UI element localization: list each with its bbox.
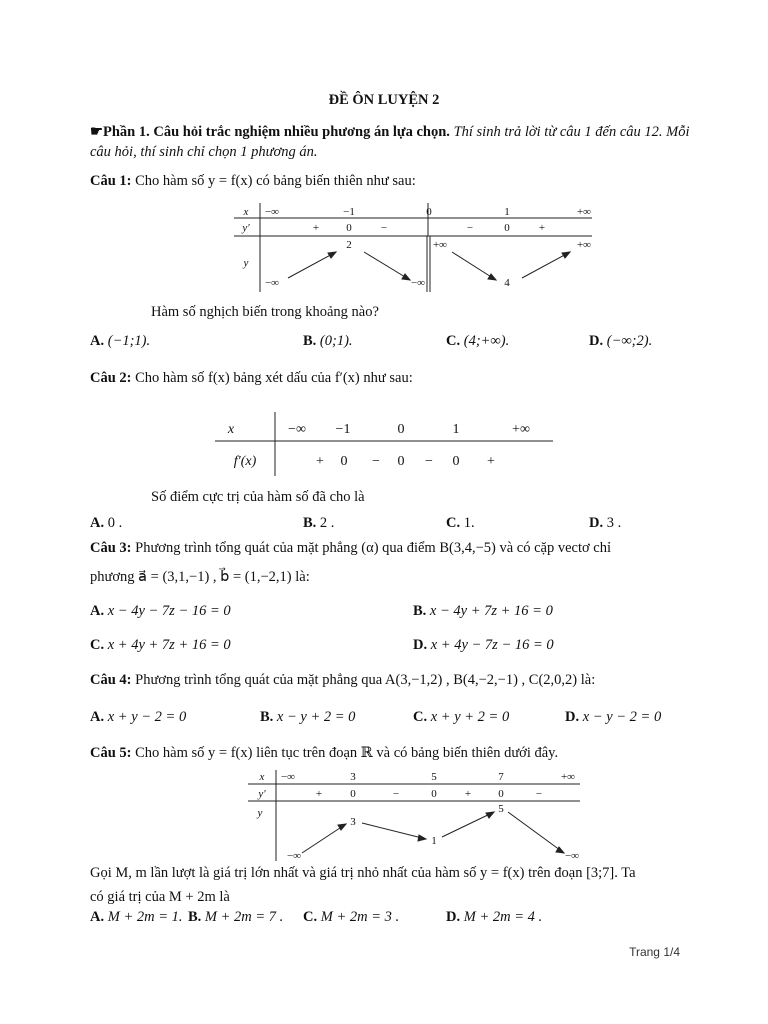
q5-sign: − bbox=[392, 788, 400, 800]
q5-line1: Gọi M, m lần lượt là giá trị lớn nhất và giá trị nhỏ nhất của hàm số y = f(x) trên đoạn [3;7]. Ta bbox=[90, 865, 636, 881]
answer-label: D. bbox=[446, 909, 461, 925]
q3-line1: Phương trình tổng quát của mặt phẳng (α) qua điểm B(3,4,−5) và có cặp vectơ chỉ bbox=[135, 540, 611, 556]
answer-value: M + 2m = 1. bbox=[107, 909, 183, 925]
q1-variation-table bbox=[230, 200, 600, 295]
part1-instructions: Thí sinh trả lời từ câu 1 đến câu 12. Mỗi câu hỏi, thí sinh chỉ chọn 1 phương án. bbox=[90, 124, 690, 160]
q5-label: Câu 5: bbox=[90, 745, 132, 761]
q5-x-val: +∞ bbox=[560, 771, 576, 783]
q2-answer-b[interactable] bbox=[303, 515, 334, 532]
q5-x-val: 5 bbox=[431, 771, 437, 783]
q5-text: Cho hàm số y = f(x) liên tục trên đoạn ℝ và có bảng biến thiên dưới đây. bbox=[135, 745, 559, 761]
q2-sign-table bbox=[213, 410, 558, 478]
q1-answer-c[interactable] bbox=[446, 333, 509, 350]
q5-answer-d[interactable] bbox=[446, 909, 542, 926]
answer-value: M + 2m = 7 . bbox=[204, 909, 284, 925]
q3-answer-a[interactable] bbox=[90, 603, 231, 620]
q1-sign: + bbox=[538, 222, 546, 234]
q5-answer-c[interactable] bbox=[303, 909, 399, 926]
q1-x-val: 0 bbox=[426, 206, 432, 218]
q5-sign: 0 bbox=[350, 788, 356, 800]
answer-value: (−1;1). bbox=[107, 333, 151, 349]
q2-x-val: −1 bbox=[335, 422, 351, 437]
q5-x-val: −∞ bbox=[280, 771, 296, 783]
q1-y-val: 4 bbox=[504, 277, 510, 289]
q2-text: Cho hàm số f(x) bảng xét dấu của f′(x) như sau: bbox=[135, 370, 413, 386]
q1-answer-b[interactable] bbox=[303, 333, 353, 350]
q2-x-label: x bbox=[227, 422, 235, 437]
answer-label: B. bbox=[188, 909, 202, 925]
q2-x-val: +∞ bbox=[512, 422, 530, 437]
q5-answer-a[interactable] bbox=[90, 909, 182, 926]
answer-value: 2 . bbox=[319, 515, 335, 531]
q4-answer-c[interactable] bbox=[413, 709, 509, 726]
q5-answer-b[interactable] bbox=[188, 909, 283, 926]
q5-yp-label: y′ bbox=[258, 788, 266, 800]
answer-label: D. bbox=[413, 637, 428, 653]
answer-label: C. bbox=[303, 909, 318, 925]
q2-sign: + bbox=[316, 454, 324, 469]
answer-label: A. bbox=[90, 909, 105, 925]
answer-label: A. bbox=[90, 709, 105, 725]
q1-y-val: 2 bbox=[346, 239, 352, 251]
q5-sign: 0 bbox=[498, 788, 504, 800]
q4-text: Phương trình tổng quát của mặt phẳng qua A(3,−1,2) , B(4,−2,−1) , C(2,0,2) là: bbox=[135, 672, 596, 688]
q3-statement-line1 bbox=[90, 540, 611, 557]
q3-answer-c[interactable] bbox=[90, 637, 231, 654]
q4-answer-b[interactable] bbox=[260, 709, 355, 726]
q2-label: Câu 2: bbox=[90, 370, 132, 386]
answer-label: A. bbox=[90, 333, 105, 349]
part1-heading: ☛Phần 1. Câu hỏi trắc nghiệm nhiều phương án lựa chọn. bbox=[90, 124, 450, 140]
q1-yp-label: y′ bbox=[242, 222, 250, 234]
q2-answer-c[interactable] bbox=[446, 515, 475, 532]
q1-label: Câu 1: bbox=[90, 173, 132, 189]
q5-x-val: 3 bbox=[350, 771, 356, 783]
q1-text: Cho hàm số y = f(x) có bảng biến thiên như sau: bbox=[135, 173, 416, 189]
q1-arrows bbox=[288, 252, 570, 280]
answer-label: B. bbox=[260, 709, 274, 725]
answer-label: C. bbox=[90, 637, 105, 653]
q2-answer-a[interactable] bbox=[90, 515, 122, 532]
q2-statement bbox=[90, 370, 413, 387]
answer-value: 3 . bbox=[606, 515, 622, 531]
q1-answer-a[interactable] bbox=[90, 333, 150, 350]
q1-x-label: x bbox=[243, 206, 249, 218]
answer-label: C. bbox=[413, 709, 428, 725]
q4-answer-d[interactable] bbox=[565, 709, 661, 726]
q5-y-label: y bbox=[257, 807, 263, 819]
q3-answer-d[interactable] bbox=[413, 637, 554, 654]
answer-value: (0;1). bbox=[319, 333, 353, 349]
q1-y-val: +∞ bbox=[576, 239, 592, 251]
q1-y-val: −∞ bbox=[410, 277, 426, 289]
part1-intro bbox=[90, 122, 690, 162]
q5-y-val: −∞ bbox=[564, 850, 580, 862]
q5-line2: có giá trị của M + 2m là bbox=[90, 889, 230, 905]
answer-value: x − 4y − 7z − 16 = 0 bbox=[107, 603, 231, 619]
q1-sign: 0 bbox=[504, 222, 510, 234]
q2-answer-d[interactable] bbox=[589, 515, 621, 532]
q1-statement bbox=[90, 173, 416, 190]
q2-x-val: −∞ bbox=[288, 422, 306, 437]
answer-value: x + 4y − 7z − 16 = 0 bbox=[430, 637, 554, 653]
answer-value: x − y + 2 = 0 bbox=[276, 709, 356, 725]
q2-sign: − bbox=[425, 454, 433, 469]
answer-value: 0 . bbox=[107, 515, 123, 531]
q1-x-val: +∞ bbox=[576, 206, 592, 218]
q1-sign: − bbox=[380, 222, 388, 234]
q1-question: Hàm số nghịch biến trong khoảng nào? bbox=[151, 304, 379, 320]
answer-label: D. bbox=[589, 515, 604, 531]
q3-label: Câu 3: bbox=[90, 540, 132, 556]
q1-sign: − bbox=[466, 222, 474, 234]
q1-y-val: −∞ bbox=[264, 277, 280, 289]
q2-sign: − bbox=[372, 454, 380, 469]
q1-x-val: −1 bbox=[343, 206, 355, 218]
q1-x-val: 1 bbox=[504, 206, 510, 218]
q5-sign: 0 bbox=[431, 788, 437, 800]
q1-x-val: −∞ bbox=[264, 206, 280, 218]
answer-value: x − 4y + 7z + 16 = 0 bbox=[429, 603, 553, 619]
q2-sign: + bbox=[487, 454, 495, 469]
q3-line2: phương a⃗ = (3,1,−1) , b⃗ = (1,−2,1) là: bbox=[90, 569, 310, 585]
answer-label: B. bbox=[413, 603, 427, 619]
q2-sign: 0 bbox=[452, 454, 460, 469]
q2-question: Số điểm cực trị của hàm số đã cho là bbox=[151, 489, 365, 505]
q1-answer-d[interactable] bbox=[589, 333, 652, 350]
q1-y-label: y bbox=[243, 257, 249, 269]
answer-value: M + 2m = 3 . bbox=[320, 909, 400, 925]
answer-value: x + y − 2 = 0 bbox=[107, 709, 187, 725]
q5-x-val: 7 bbox=[498, 771, 504, 783]
q2-x-val: 1 bbox=[452, 422, 460, 437]
answer-value: x + 4y + 7z + 16 = 0 bbox=[107, 637, 231, 653]
q5-variation-table bbox=[246, 767, 586, 863]
q2-fp-label: f′(x) bbox=[233, 454, 257, 469]
page-title: ĐỀ ÔN LUYỆN 2 bbox=[328, 92, 440, 108]
answer-value: (−∞;2). bbox=[606, 333, 653, 349]
q5-y-val: 1 bbox=[431, 835, 437, 847]
q5-x-label: x bbox=[259, 771, 265, 783]
answer-value: x + y + 2 = 0 bbox=[430, 709, 510, 725]
q5-y-val: 3 bbox=[350, 816, 356, 828]
answer-value: M + 2m = 4 . bbox=[463, 909, 543, 925]
q4-answer-a[interactable] bbox=[90, 709, 186, 726]
answer-label: D. bbox=[589, 333, 604, 349]
q1-sign: + bbox=[312, 222, 320, 234]
answer-value: (4;+∞). bbox=[463, 333, 510, 349]
answer-label: C. bbox=[446, 515, 461, 531]
q5-sign: + bbox=[315, 788, 323, 800]
q4-label: Câu 4: bbox=[90, 672, 132, 688]
page-number: Trang 1/4 bbox=[629, 945, 680, 959]
q2-sign: 0 bbox=[397, 454, 405, 469]
answer-value: 1. bbox=[463, 515, 475, 531]
q2-x-val: 0 bbox=[397, 422, 405, 437]
q5-y-val: −∞ bbox=[286, 850, 302, 862]
answer-label: B. bbox=[303, 333, 317, 349]
q5-statement bbox=[90, 745, 558, 762]
answer-value: x − y − 2 = 0 bbox=[582, 709, 662, 725]
q1-sign: 0 bbox=[346, 222, 352, 234]
answer-label: C. bbox=[446, 333, 461, 349]
q2-sign: 0 bbox=[340, 454, 348, 469]
q1-y-val: +∞ bbox=[432, 239, 448, 251]
answer-label: A. bbox=[90, 603, 105, 619]
q4-statement bbox=[90, 672, 595, 689]
q5-y-val: 5 bbox=[498, 803, 504, 815]
q5-sign: + bbox=[464, 788, 472, 800]
answer-label: B. bbox=[303, 515, 317, 531]
answer-label: D. bbox=[565, 709, 580, 725]
q5-sign: − bbox=[535, 788, 543, 800]
q3-answer-b[interactable] bbox=[413, 603, 553, 620]
answer-label: A. bbox=[90, 515, 105, 531]
